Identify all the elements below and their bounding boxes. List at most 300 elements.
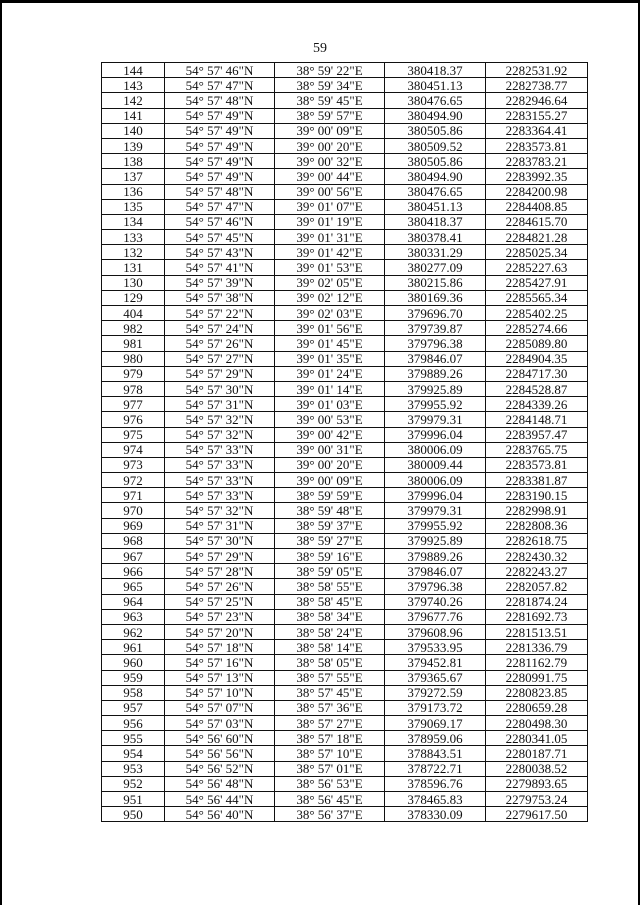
point-number-cell: 976 — [102, 412, 165, 427]
y-coordinate-cell: 2282531.92 — [486, 63, 588, 78]
y-coordinate-cell: 2283765.75 — [486, 442, 588, 457]
x-coordinate-cell: 380505.86 — [385, 154, 486, 169]
longitude-cell: 38° 57' 45"E — [275, 685, 385, 700]
x-coordinate-cell: 380505.86 — [385, 123, 486, 138]
longitude-cell: 38° 57' 01"E — [275, 761, 385, 776]
latitude-cell: 54° 57' 33"N — [165, 442, 275, 457]
point-number-cell: 141 — [102, 108, 165, 123]
table-row — [102, 518, 588, 533]
latitude-cell: 54° 56' 48"N — [165, 776, 275, 791]
x-coordinate-cell: 378465.83 — [385, 792, 486, 807]
latitude-cell: 54° 57' 18"N — [165, 640, 275, 655]
latitude-cell: 54° 57' 32"N — [165, 412, 275, 427]
point-number-cell: 978 — [102, 381, 165, 396]
latitude-cell: 54° 57' 23"N — [165, 609, 275, 624]
longitude-cell: 38° 57' 36"E — [275, 700, 385, 715]
longitude-cell: 39° 02' 03"E — [275, 306, 385, 321]
x-coordinate-cell: 379889.26 — [385, 549, 486, 564]
latitude-cell: 54° 56' 60"N — [165, 731, 275, 746]
latitude-cell: 54° 57' 49"N — [165, 154, 275, 169]
x-coordinate-cell: 380476.65 — [385, 184, 486, 199]
y-coordinate-cell: 2284904.35 — [486, 351, 588, 366]
y-coordinate-cell: 2280823.85 — [486, 685, 588, 700]
y-coordinate-cell: 2282618.75 — [486, 533, 588, 548]
longitude-cell: 38° 58' 45"E — [275, 594, 385, 609]
longitude-cell: 39° 01' 07"E — [275, 199, 385, 214]
point-number-cell: 133 — [102, 230, 165, 245]
longitude-cell: 38° 59' 59"E — [275, 488, 385, 503]
scan-border-left — [0, 0, 2, 905]
point-number-cell: 131 — [102, 260, 165, 275]
longitude-cell: 38° 56' 45"E — [275, 792, 385, 807]
longitude-cell: 39° 00' 09"E — [275, 473, 385, 488]
y-coordinate-cell: 2285402.25 — [486, 306, 588, 321]
latitude-cell: 54° 57' 32"N — [165, 503, 275, 518]
longitude-cell: 39° 00' 53"E — [275, 412, 385, 427]
latitude-cell: 54° 57' 29"N — [165, 366, 275, 381]
longitude-cell: 38° 59' 57"E — [275, 108, 385, 123]
longitude-cell: 39° 02' 12"E — [275, 290, 385, 305]
latitude-cell: 54° 57' 46"N — [165, 214, 275, 229]
table-row — [102, 457, 588, 472]
latitude-cell: 54° 57' 31"N — [165, 397, 275, 412]
table-row — [102, 63, 588, 78]
x-coordinate-cell: 379979.31 — [385, 503, 486, 518]
point-number-cell: 961 — [102, 640, 165, 655]
x-coordinate-cell: 379955.92 — [385, 397, 486, 412]
y-coordinate-cell: 2283155.27 — [486, 108, 588, 123]
latitude-cell: 54° 57' 20"N — [165, 624, 275, 639]
x-coordinate-cell: 380006.09 — [385, 473, 486, 488]
x-coordinate-cell: 379996.04 — [385, 488, 486, 503]
longitude-cell: 39° 01' 53"E — [275, 260, 385, 275]
y-coordinate-cell: 2285227.63 — [486, 260, 588, 275]
point-number-cell: 142 — [102, 93, 165, 108]
latitude-cell: 54° 57' 30"N — [165, 533, 275, 548]
latitude-cell: 54° 57' 49"N — [165, 123, 275, 138]
x-coordinate-cell: 379889.26 — [385, 366, 486, 381]
table-row — [102, 93, 588, 108]
table-row — [102, 260, 588, 275]
x-coordinate-cell: 379846.07 — [385, 564, 486, 579]
x-coordinate-cell: 379796.38 — [385, 336, 486, 351]
table-row — [102, 184, 588, 199]
y-coordinate-cell: 2283364.41 — [486, 123, 588, 138]
y-coordinate-cell: 2282738.77 — [486, 78, 588, 93]
y-coordinate-cell: 2281692.73 — [486, 609, 588, 624]
y-coordinate-cell: 2284821.28 — [486, 230, 588, 245]
longitude-cell: 38° 57' 55"E — [275, 670, 385, 685]
x-coordinate-cell: 379740.26 — [385, 594, 486, 609]
point-number-cell: 970 — [102, 503, 165, 518]
table-row — [102, 685, 588, 700]
latitude-cell: 54° 57' 47"N — [165, 199, 275, 214]
table-row — [102, 579, 588, 594]
table-row — [102, 670, 588, 685]
y-coordinate-cell: 2279753.24 — [486, 792, 588, 807]
y-coordinate-cell: 2281162.79 — [486, 655, 588, 670]
point-number-cell: 965 — [102, 579, 165, 594]
point-number-cell: 136 — [102, 184, 165, 199]
latitude-cell: 54° 57' 27"N — [165, 351, 275, 366]
table-row — [102, 442, 588, 457]
longitude-cell: 39° 01' 42"E — [275, 245, 385, 260]
point-number-cell: 950 — [102, 807, 165, 822]
latitude-cell: 54° 57' 41"N — [165, 260, 275, 275]
x-coordinate-cell: 380378.41 — [385, 230, 486, 245]
point-number-cell: 958 — [102, 685, 165, 700]
longitude-cell: 38° 56' 37"E — [275, 807, 385, 822]
longitude-cell: 38° 58' 05"E — [275, 655, 385, 670]
latitude-cell: 54° 57' 49"N — [165, 108, 275, 123]
longitude-cell: 38° 59' 45"E — [275, 93, 385, 108]
longitude-cell: 38° 59' 16"E — [275, 549, 385, 564]
table-row — [102, 412, 588, 427]
y-coordinate-cell: 2285427.91 — [486, 275, 588, 290]
y-coordinate-cell: 2283381.87 — [486, 473, 588, 488]
latitude-cell: 54° 57' 47"N — [165, 78, 275, 93]
table-row — [102, 169, 588, 184]
x-coordinate-cell: 378330.09 — [385, 807, 486, 822]
x-coordinate-cell: 379996.04 — [385, 427, 486, 442]
point-number-cell: 132 — [102, 245, 165, 260]
longitude-cell: 39° 00' 44"E — [275, 169, 385, 184]
longitude-cell: 39° 01' 03"E — [275, 397, 385, 412]
x-coordinate-cell: 379925.89 — [385, 381, 486, 396]
point-number-cell: 135 — [102, 199, 165, 214]
latitude-cell: 54° 57' 33"N — [165, 457, 275, 472]
y-coordinate-cell: 2280659.28 — [486, 700, 588, 715]
x-coordinate-cell: 380451.13 — [385, 199, 486, 214]
point-number-cell: 953 — [102, 761, 165, 776]
y-coordinate-cell: 2283190.15 — [486, 488, 588, 503]
longitude-cell: 38° 58' 24"E — [275, 624, 385, 639]
latitude-cell: 54° 57' 30"N — [165, 381, 275, 396]
table-row — [102, 503, 588, 518]
table-row — [102, 290, 588, 305]
x-coordinate-cell: 380418.37 — [385, 214, 486, 229]
table-row — [102, 609, 588, 624]
x-coordinate-cell: 379846.07 — [385, 351, 486, 366]
point-number-cell: 952 — [102, 776, 165, 791]
y-coordinate-cell: 2279617.50 — [486, 807, 588, 822]
point-number-cell: 957 — [102, 700, 165, 715]
x-coordinate-cell: 379739.87 — [385, 321, 486, 336]
point-number-cell: 130 — [102, 275, 165, 290]
table-row — [102, 473, 588, 488]
y-coordinate-cell: 2282243.27 — [486, 564, 588, 579]
table-row — [102, 564, 588, 579]
point-number-cell: 969 — [102, 518, 165, 533]
x-coordinate-cell: 380494.90 — [385, 169, 486, 184]
y-coordinate-cell: 2280991.75 — [486, 670, 588, 685]
x-coordinate-cell: 379069.17 — [385, 716, 486, 731]
x-coordinate-cell: 380006.09 — [385, 442, 486, 457]
longitude-cell: 39° 00' 56"E — [275, 184, 385, 199]
y-coordinate-cell: 2285565.34 — [486, 290, 588, 305]
point-number-cell: 979 — [102, 366, 165, 381]
x-coordinate-cell: 380476.65 — [385, 93, 486, 108]
table-row — [102, 427, 588, 442]
y-coordinate-cell: 2283573.81 — [486, 138, 588, 153]
x-coordinate-cell: 379452.81 — [385, 655, 486, 670]
x-coordinate-cell: 379173.72 — [385, 700, 486, 715]
point-number-cell: 982 — [102, 321, 165, 336]
x-coordinate-cell: 380215.86 — [385, 275, 486, 290]
longitude-cell: 38° 58' 55"E — [275, 579, 385, 594]
point-number-cell: 968 — [102, 533, 165, 548]
longitude-cell: 39° 01' 14"E — [275, 381, 385, 396]
point-number-cell: 138 — [102, 154, 165, 169]
latitude-cell: 54° 57' 13"N — [165, 670, 275, 685]
point-number-cell: 964 — [102, 594, 165, 609]
table-row — [102, 275, 588, 290]
point-number-cell: 137 — [102, 169, 165, 184]
latitude-cell: 54° 57' 28"N — [165, 564, 275, 579]
point-number-cell: 134 — [102, 214, 165, 229]
point-number-cell: 129 — [102, 290, 165, 305]
longitude-cell: 39° 02' 05"E — [275, 275, 385, 290]
longitude-cell: 38° 59' 34"E — [275, 78, 385, 93]
table-row — [102, 746, 588, 761]
table-row — [102, 776, 588, 791]
latitude-cell: 54° 57' 46"N — [165, 63, 275, 78]
point-number-cell: 973 — [102, 457, 165, 472]
longitude-cell: 38° 58' 34"E — [275, 609, 385, 624]
table-row — [102, 792, 588, 807]
longitude-cell: 38° 59' 05"E — [275, 564, 385, 579]
table-row — [102, 655, 588, 670]
latitude-cell: 54° 56' 56"N — [165, 746, 275, 761]
y-coordinate-cell: 2280038.52 — [486, 761, 588, 776]
table-row — [102, 366, 588, 381]
y-coordinate-cell: 2284528.87 — [486, 381, 588, 396]
latitude-cell: 54° 57' 29"N — [165, 549, 275, 564]
y-coordinate-cell: 2281874.24 — [486, 594, 588, 609]
table-row — [102, 488, 588, 503]
coordinates-table-body — [102, 63, 588, 822]
longitude-cell: 38° 57' 18"E — [275, 731, 385, 746]
latitude-cell: 54° 57' 48"N — [165, 93, 275, 108]
x-coordinate-cell: 378843.51 — [385, 746, 486, 761]
table-row — [102, 138, 588, 153]
y-coordinate-cell: 2280187.71 — [486, 746, 588, 761]
longitude-cell: 38° 59' 22"E — [275, 63, 385, 78]
x-coordinate-cell: 379796.38 — [385, 579, 486, 594]
latitude-cell: 54° 57' 03"N — [165, 716, 275, 731]
latitude-cell: 54° 57' 32"N — [165, 427, 275, 442]
point-number-cell: 955 — [102, 731, 165, 746]
longitude-cell: 39° 00' 32"E — [275, 154, 385, 169]
point-number-cell: 972 — [102, 473, 165, 488]
x-coordinate-cell: 380494.90 — [385, 108, 486, 123]
x-coordinate-cell: 379955.92 — [385, 518, 486, 533]
table-row — [102, 108, 588, 123]
y-coordinate-cell: 2283783.21 — [486, 154, 588, 169]
latitude-cell: 54° 57' 16"N — [165, 655, 275, 670]
latitude-cell: 54° 57' 25"N — [165, 594, 275, 609]
x-coordinate-cell: 379696.70 — [385, 306, 486, 321]
longitude-cell: 39° 00' 09"E — [275, 123, 385, 138]
table-row — [102, 624, 588, 639]
y-coordinate-cell: 2283992.35 — [486, 169, 588, 184]
point-number-cell: 959 — [102, 670, 165, 685]
table-row — [102, 549, 588, 564]
table-row — [102, 123, 588, 138]
table-row — [102, 230, 588, 245]
x-coordinate-cell: 380451.13 — [385, 78, 486, 93]
scan-border-top — [0, 0, 640, 3]
point-number-cell: 963 — [102, 609, 165, 624]
x-coordinate-cell: 379272.59 — [385, 685, 486, 700]
y-coordinate-cell: 2282998.91 — [486, 503, 588, 518]
x-coordinate-cell: 378596.76 — [385, 776, 486, 791]
table-row — [102, 807, 588, 822]
longitude-cell: 39° 01' 45"E — [275, 336, 385, 351]
latitude-cell: 54° 57' 43"N — [165, 245, 275, 260]
y-coordinate-cell: 2280341.05 — [486, 731, 588, 746]
table-row — [102, 214, 588, 229]
latitude-cell: 54° 56' 40"N — [165, 807, 275, 822]
y-coordinate-cell: 2284200.98 — [486, 184, 588, 199]
longitude-cell: 38° 56' 53"E — [275, 776, 385, 791]
page-number: 59 — [313, 41, 327, 56]
longitude-cell: 39° 01' 31"E — [275, 230, 385, 245]
longitude-cell: 39° 01' 24"E — [275, 366, 385, 381]
latitude-cell: 54° 57' 49"N — [165, 138, 275, 153]
y-coordinate-cell: 2284717.30 — [486, 366, 588, 381]
x-coordinate-cell: 379979.31 — [385, 412, 486, 427]
x-coordinate-cell: 380331.29 — [385, 245, 486, 260]
point-number-cell: 960 — [102, 655, 165, 670]
table-row — [102, 321, 588, 336]
latitude-cell: 54° 57' 31"N — [165, 518, 275, 533]
table-row — [102, 533, 588, 548]
y-coordinate-cell: 2284408.85 — [486, 199, 588, 214]
point-number-cell: 980 — [102, 351, 165, 366]
latitude-cell: 54° 57' 26"N — [165, 336, 275, 351]
latitude-cell: 54° 57' 49"N — [165, 169, 275, 184]
latitude-cell: 54° 57' 26"N — [165, 579, 275, 594]
x-coordinate-cell: 379677.76 — [385, 609, 486, 624]
table-row — [102, 78, 588, 93]
y-coordinate-cell: 2280498.30 — [486, 716, 588, 731]
longitude-cell: 38° 59' 37"E — [275, 518, 385, 533]
x-coordinate-cell: 380418.37 — [385, 63, 486, 78]
longitude-cell: 38° 59' 27"E — [275, 533, 385, 548]
y-coordinate-cell: 2281513.51 — [486, 624, 588, 639]
table-row — [102, 761, 588, 776]
table-row — [102, 397, 588, 412]
longitude-cell: 39° 01' 19"E — [275, 214, 385, 229]
longitude-cell: 39° 00' 42"E — [275, 427, 385, 442]
x-coordinate-cell: 380009.44 — [385, 457, 486, 472]
y-coordinate-cell: 2283573.81 — [486, 457, 588, 472]
point-number-cell: 975 — [102, 427, 165, 442]
point-number-cell: 144 — [102, 63, 165, 78]
point-number-cell: 974 — [102, 442, 165, 457]
latitude-cell: 54° 56' 52"N — [165, 761, 275, 776]
table-row — [102, 336, 588, 351]
longitude-cell: 39° 01' 35"E — [275, 351, 385, 366]
x-coordinate-cell: 380509.52 — [385, 138, 486, 153]
latitude-cell: 54° 56' 44"N — [165, 792, 275, 807]
point-number-cell: 954 — [102, 746, 165, 761]
table-row — [102, 306, 588, 321]
table-row — [102, 199, 588, 214]
x-coordinate-cell: 379925.89 — [385, 533, 486, 548]
point-number-cell: 140 — [102, 123, 165, 138]
table-row — [102, 640, 588, 655]
longitude-cell: 38° 58' 14"E — [275, 640, 385, 655]
point-number-cell: 951 — [102, 792, 165, 807]
longitude-cell: 39° 00' 20"E — [275, 138, 385, 153]
coordinates-table — [101, 62, 588, 822]
x-coordinate-cell: 380169.36 — [385, 290, 486, 305]
y-coordinate-cell: 2284148.71 — [486, 412, 588, 427]
y-coordinate-cell: 2284339.26 — [486, 397, 588, 412]
y-coordinate-cell: 2282946.64 — [486, 93, 588, 108]
latitude-cell: 54° 57' 38"N — [165, 290, 275, 305]
point-number-cell: 404 — [102, 306, 165, 321]
point-number-cell: 962 — [102, 624, 165, 639]
table-row — [102, 716, 588, 731]
table-row — [102, 351, 588, 366]
latitude-cell: 54° 57' 22"N — [165, 306, 275, 321]
point-number-cell: 971 — [102, 488, 165, 503]
y-coordinate-cell: 2285025.34 — [486, 245, 588, 260]
table-row — [102, 245, 588, 260]
point-number-cell: 956 — [102, 716, 165, 731]
latitude-cell: 54° 57' 39"N — [165, 275, 275, 290]
point-number-cell: 143 — [102, 78, 165, 93]
latitude-cell: 54° 57' 33"N — [165, 473, 275, 488]
latitude-cell: 54° 57' 48"N — [165, 184, 275, 199]
latitude-cell: 54° 57' 45"N — [165, 230, 275, 245]
y-coordinate-cell: 2281336.79 — [486, 640, 588, 655]
longitude-cell: 38° 57' 10"E — [275, 746, 385, 761]
y-coordinate-cell: 2285089.80 — [486, 336, 588, 351]
latitude-cell: 54° 57' 33"N — [165, 488, 275, 503]
x-coordinate-cell: 379533.95 — [385, 640, 486, 655]
longitude-cell: 39° 00' 31"E — [275, 442, 385, 457]
table-row — [102, 381, 588, 396]
y-coordinate-cell: 2283957.47 — [486, 427, 588, 442]
table-row — [102, 700, 588, 715]
longitude-cell: 39° 01' 56"E — [275, 321, 385, 336]
latitude-cell: 54° 57' 07"N — [165, 700, 275, 715]
table-row — [102, 594, 588, 609]
point-number-cell: 966 — [102, 564, 165, 579]
longitude-cell: 38° 57' 27"E — [275, 716, 385, 731]
latitude-cell: 54° 57' 24"N — [165, 321, 275, 336]
point-number-cell: 967 — [102, 549, 165, 564]
table-row — [102, 731, 588, 746]
y-coordinate-cell: 2282430.32 — [486, 549, 588, 564]
x-coordinate-cell: 378722.71 — [385, 761, 486, 776]
point-number-cell: 139 — [102, 138, 165, 153]
y-coordinate-cell: 2285274.66 — [486, 321, 588, 336]
longitude-cell: 39° 00' 20"E — [275, 457, 385, 472]
table-row — [102, 154, 588, 169]
x-coordinate-cell: 379365.67 — [385, 670, 486, 685]
y-coordinate-cell: 2282808.36 — [486, 518, 588, 533]
y-coordinate-cell: 2284615.70 — [486, 214, 588, 229]
x-coordinate-cell: 379608.96 — [385, 624, 486, 639]
point-number-cell: 977 — [102, 397, 165, 412]
latitude-cell: 54° 57' 10"N — [165, 685, 275, 700]
x-coordinate-cell: 378959.06 — [385, 731, 486, 746]
